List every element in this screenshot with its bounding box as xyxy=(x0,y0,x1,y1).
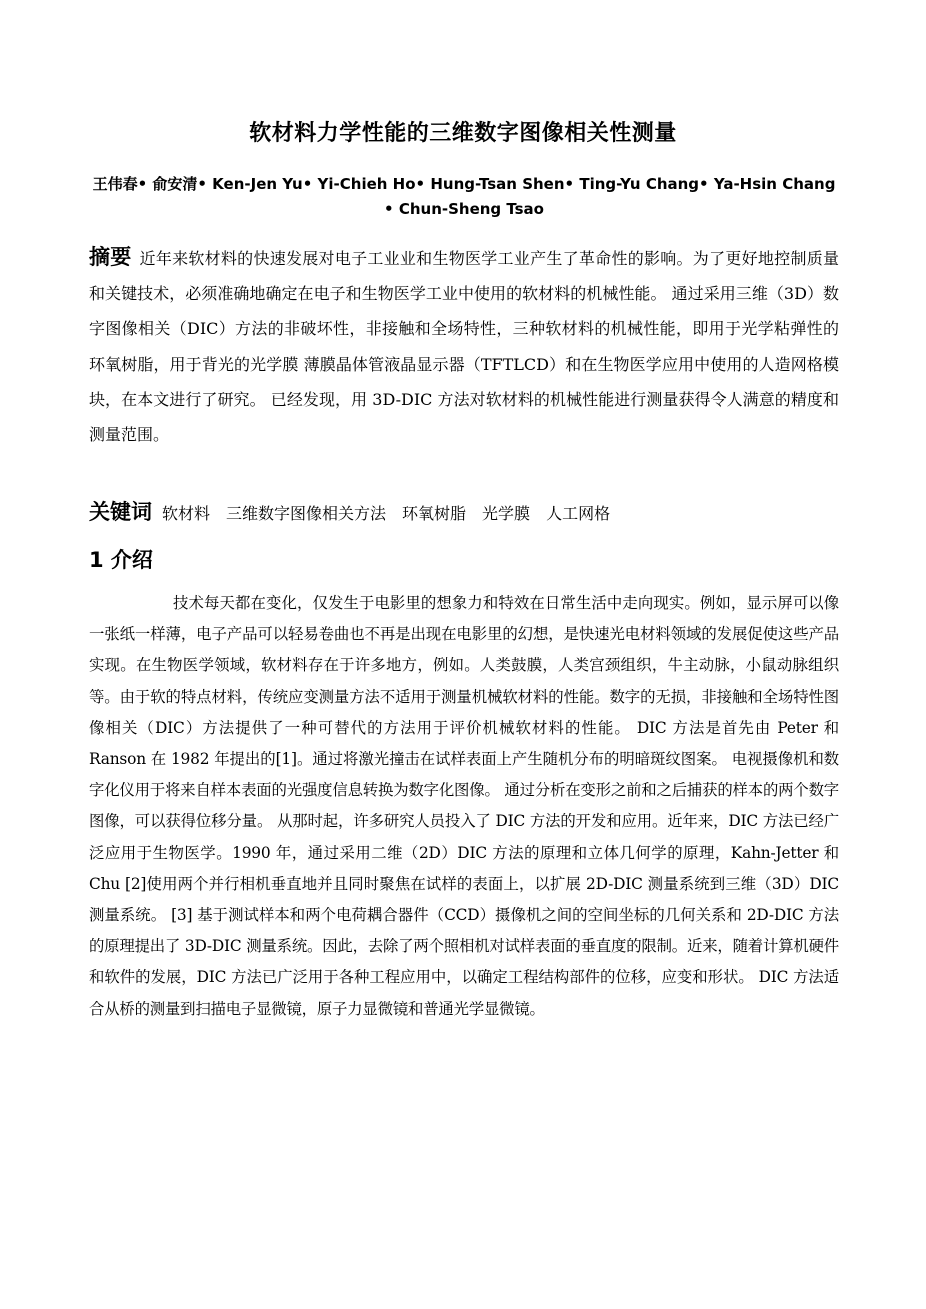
abstract xyxy=(89,240,839,452)
keyword-item: 人工网格 xyxy=(546,504,611,523)
abstract-text: 近年来软材料的快速发展对电子工业业和生物医学工业产生了革命性的影响。为了更好地控制质量和关键技术，必须准确地确定在电子和生物医学工业中使用的软材料的机械性能。 通过采用三维（3D）数字图像相关（DIC）方法的非破坏性，非接触和全场特性，三种软材料的机械性能，即用于光学粘弹性的环氧树脂，用于背光的光学膜 薄膜晶体管液晶显示器（TFTLCD）和在生物医学应用中使用的人造网格模块，在本文进行了研究。 已经发现，用 3D-DIC 方法对软材料的机械性能进行测量获得令人满意的精度和测量范围。 xyxy=(89,249,839,445)
author-list: 王伟春• 俞安清• Ken-Jen Yu• Yi-Chieh Ho• Hung-Tsan Shen• Ting-Yu Chang• Ya-Hsin Chang • Chun-Sheng Tsao xyxy=(92,175,836,218)
keywords xyxy=(89,495,839,531)
abstract-label: 摘要 xyxy=(89,245,132,269)
keyword-item: 软材料 xyxy=(162,504,211,523)
keywords-label: 关键词 xyxy=(89,500,152,524)
introduction-paragraph: 技术每天都在变化，仅发生于电影里的想象力和特效在日常生活中走向现实。例如，显示屏可以像一张纸一样薄，电子产品可以轻易卷曲也不再是出现在电影里的幻想，是快速光电材料领域的发展促使这些产品实现。在生物医学领域，软材料存在于许多地方，例如。人类鼓膜，人类宫颈组织，牛主动脉，小鼠动脉组织等。由于软的特点材料，传统应变测量方法不适用于测量机械软材料的性能。数字的无损，非接触和全场特性图像相关（DIC）方法提供了一种可替代的方法用于评价机械软材料的性能。 DIC 方法是首先由 Peter 和 Ranson 在 1982 年提出的[1]。通过将激光撞击在试样表面上产生随机分布的明暗斑纹图案。 电视摄像机和数字化仪用于将来自样本表面的光强度信息转换为数字化图像。 通过分析在变形之前和之后捕获的样本的两个数字图像，可以获得位移分量。 从那时起，许多研究人员投入了 DIC 方法的开发和应用。近年来，DIC 方法已经广泛应用于生物医学。1990 年，通过采用二维（2D）DIC 方法的原理和立体几何学的原理，Kahn-Jetter 和 Chu [2]使用两个并行相机垂直地并且同时聚焦在试样的表面上，以扩展 2D-DIC 测量系统到三维（3D）DIC 测量系统。 [3] 基于测试样本和两个电荷耦合器件（CCD）摄像机之间的空间坐标的几何关系和 2D-DIC 方法的原理提出了 3D-DIC 测量系统。因此，去除了两个照相机对试样表面的垂直度的限制。近来，随着计算机硬件和软件的发展，DIC 方法已广泛用于各种工程应用中，以确定工程结构部件的位移，应变和形状。 DIC 方法适合从桥的测量到扫描电子显微镜，原子力显微镜和普通光学显微镜。 xyxy=(89,594,839,1018)
section-heading-introduction: 1 介绍 xyxy=(89,548,153,572)
keyword-item: 三维数字图像相关方法 xyxy=(226,504,387,523)
paper-title: 软材料力学性能的三维数字图像相关性测量 xyxy=(249,121,677,146)
keyword-item: 光学膜 xyxy=(482,504,531,523)
keyword-item: 环氧树脂 xyxy=(402,504,467,523)
